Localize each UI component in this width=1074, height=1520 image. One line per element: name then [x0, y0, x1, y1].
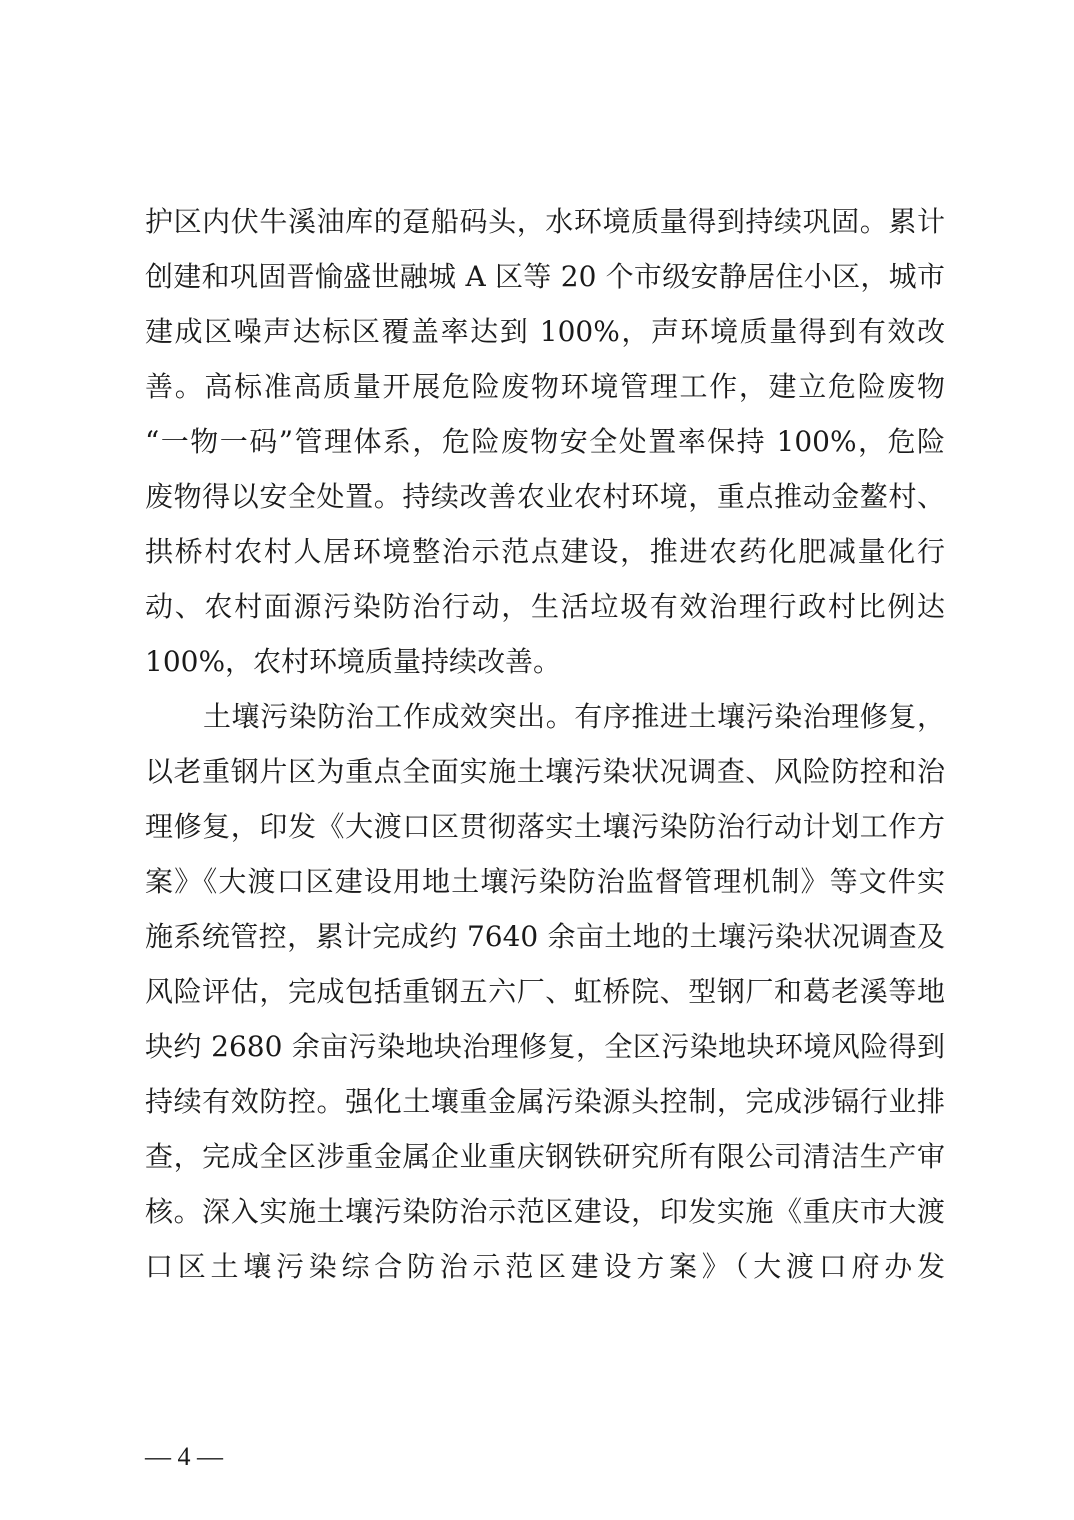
text-line: 案》《大渡口区建设用地土壤污染防治监督管理机制》等文件实	[145, 865, 945, 898]
text-line: 持续有效防控。强化土壤重金属污染源头控制，完成涉镉行业排	[145, 1085, 945, 1118]
text-line: 创建和巩固晋愉盛世融城 A 区等 20 个市级安静居住小区，城市	[145, 260, 945, 293]
body-text	[145, 194, 945, 1294]
text-line: 风险评估，完成包括重钢五六厂、虹桥院、型钢厂和葛老溪等地	[145, 975, 945, 1008]
text-line: 拱桥村农村人居环境整治示范点建设，推进农药化肥减量化行	[145, 535, 945, 568]
text-line: 建成区噪声达标区覆盖率达到 100%，声环境质量得到有效改	[145, 315, 945, 348]
text-line: “一物一码”管理体系，危险废物安全处置率保持 100%，危险	[145, 425, 945, 458]
text-line: 口区土壤污染综合防治示范区建设方案》（大渡口府办发	[145, 1250, 945, 1283]
text-line: 废物得以安全处置。持续改善农业农村环境，重点推动金鳌村、	[145, 480, 945, 513]
text-line: 施系统管控，累计完成约 7640 余亩土地的土壤污染状况调查及	[145, 920, 945, 953]
page-number: — 4 —	[145, 1442, 223, 1471]
text-line: 查，完成全区涉重金属企业重庆钢铁研究所有限公司清洁生产审	[145, 1140, 945, 1173]
text-line: 善。高标准高质量开展危险废物环境管理工作，建立危险废物	[145, 370, 945, 403]
text-line: 核。深入实施土壤污染防治示范区建设，印发实施《重庆市大渡	[145, 1195, 945, 1228]
text-line: 护区内伏牛溪油库的趸船码头，水环境质量得到持续巩固。累计	[145, 205, 945, 238]
text-line: 以老重钢片区为重点全面实施土壤污染状况调查、风险防控和治	[145, 755, 945, 788]
section-heading-line: 土壤污染防治工作成效突出。有序推进土壤污染治理修复，	[203, 700, 945, 733]
text-line: 100%，农村环境质量持续改善。	[145, 645, 562, 678]
text-line: 块约 2680 余亩污染地块治理修复，全区污染地块环境风险得到	[145, 1030, 945, 1063]
text-line: 理修复，印发《大渡口区贯彻落实土壤污染防治行动计划工作方	[145, 810, 945, 843]
text-line: 动、农村面源污染防治行动，生活垃圾有效治理行政村比例达	[145, 590, 945, 623]
